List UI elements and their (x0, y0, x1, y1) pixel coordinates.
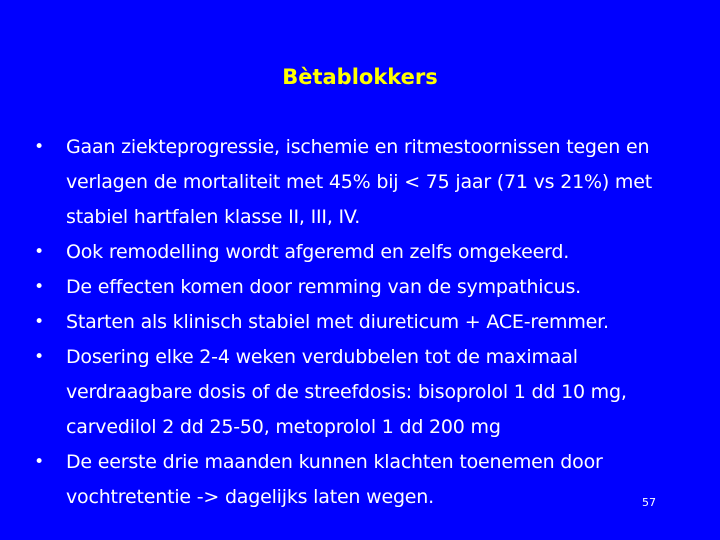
bullet-marker: • (34, 347, 44, 367)
bullet-marker: • (34, 452, 44, 472)
bullet-marker: • (34, 277, 44, 297)
bullet-text: Dosering elke 2-4 weken verdubbelen tot de maximaal verdraagbare dosis of de streefdosis: bisoprolol 1 dd 10 mg, carvedilol 2 dd 25-50, metoprolol 1 dd 200 mg (66, 346, 627, 438)
bullet-list (32, 130, 692, 515)
bullet-item (32, 305, 692, 340)
bullet-text: Gaan ziekteprogressie, ischemie en ritmestoornissen tegen en verlagen de mortaliteit met 45% bij < 75 jaar (71 vs 21%) met stabiel hartfalen klasse II, III, IV. (66, 136, 652, 228)
bullet-item (32, 445, 692, 515)
bullet-text: Ook remodelling wordt afgeremd en zelfs omgekeerd. (66, 241, 570, 263)
bullet-item (32, 130, 692, 235)
bullet-item (32, 235, 692, 270)
bullet-item (32, 270, 692, 305)
slide-title: Bètablokkers (282, 65, 438, 89)
page-number: 57 (642, 496, 656, 509)
bullet-item (32, 340, 692, 445)
bullet-marker: • (34, 242, 44, 262)
bullet-text: De effecten komen door remming van de sympathicus. (66, 276, 582, 298)
bullet-text: De eerste drie maanden kunnen klachten toenemen door vochtretentie -> dagelijks laten wegen. (66, 451, 603, 508)
bullet-marker: • (34, 312, 44, 332)
bullet-marker: • (34, 137, 44, 157)
bullet-text: Starten als klinisch stabiel met diureticum + ACE-remmer. (66, 311, 609, 333)
